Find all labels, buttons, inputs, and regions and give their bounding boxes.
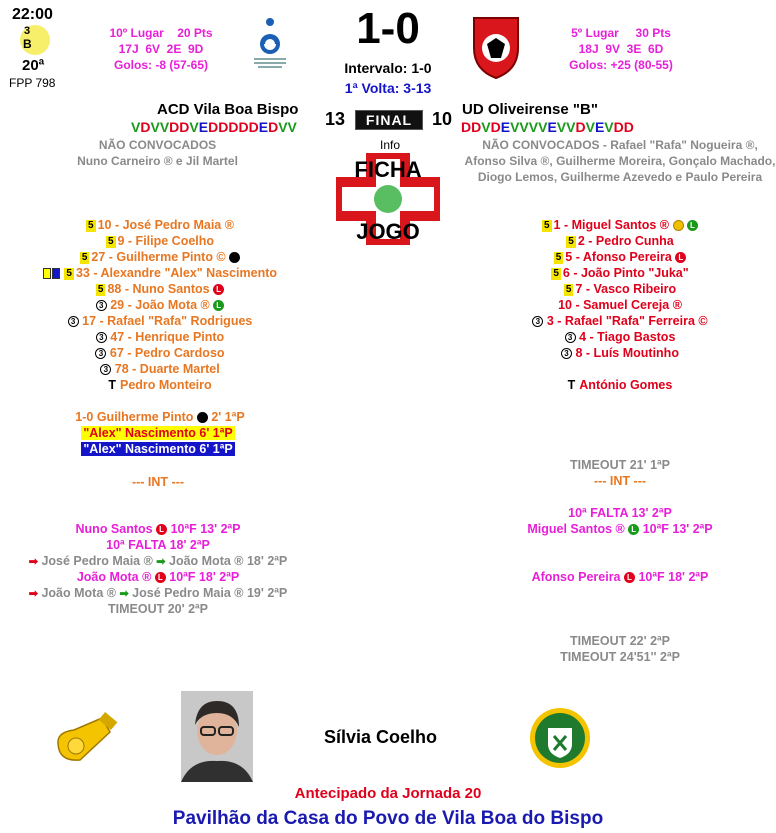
home-event-sub-1: ➡ José Pedro Maia ® ➡ João Mota ® 18' 2ªP (28, 554, 288, 568)
foul-icon: L (675, 252, 686, 263)
rank-text: 20ª (22, 57, 45, 74)
form-result: D (208, 119, 219, 135)
ball-icon (229, 252, 240, 263)
green-card-icon: L (213, 300, 224, 311)
foul-icon: L (213, 284, 224, 295)
player-row[interactable] (0, 297, 320, 313)
form-result: V (189, 119, 199, 135)
substitute-badge: 3 (96, 332, 107, 343)
player-row[interactable] (0, 361, 320, 377)
starter-badge: 5 (568, 235, 574, 247)
starter-badge: 5 (66, 267, 72, 279)
form-result: E (198, 119, 209, 135)
home-points: 13 (325, 109, 346, 129)
home-stats: 10º Lugar 20 Pts 17J 6V 2E 9D Golos: -8 (57-65) (109, 26, 213, 72)
player-row[interactable] (455, 233, 776, 249)
starter-badge: 5 (553, 267, 559, 279)
green-card-icon: L (687, 220, 698, 231)
player-row[interactable] (0, 217, 320, 233)
substitute-badge: 3 (532, 316, 543, 327)
away-event-foul: 10ª FALTA 13' 2ªP (568, 506, 672, 520)
player-row[interactable] (455, 345, 776, 361)
blue-card-icon (52, 268, 60, 279)
player-name: 78 - Duarte Martel (114, 362, 220, 376)
away-form (461, 119, 634, 135)
player-row[interactable] (455, 377, 776, 393)
player-name: 67 - Pedro Cardoso (109, 346, 225, 360)
player-name: 2 - Pedro Cunha (577, 234, 674, 248)
substitute-badge: 3 (96, 300, 107, 311)
away-int-marker: --- INT --- (593, 474, 647, 488)
player-name: 8 - Luís Moutinho (575, 346, 679, 360)
referee-photo[interactable] (181, 691, 253, 782)
form-result: E (594, 119, 605, 135)
player-row[interactable] (0, 329, 320, 345)
home-event-foul: 10ª FALTA 18' 2ªP (106, 538, 210, 552)
starter-badge: 5 (81, 251, 88, 263)
svg-text:FICHA: FICHA (354, 157, 422, 182)
player-row[interactable] (455, 265, 776, 281)
away-timeout-3: TIMEOUT 24'51'' 2ªP (560, 650, 680, 664)
form-result: E (547, 119, 557, 135)
yellow-circle-icon (673, 220, 684, 231)
player-name: 7 - Vasco Ribeiro (575, 282, 677, 296)
player-name: 33 - Alexandre "Alex" Nascimento (75, 266, 278, 280)
player-row[interactable] (455, 281, 776, 297)
form-result: V (556, 119, 567, 135)
home-team-name[interactable]: ACD Vila Boa Bispo (157, 101, 299, 118)
yellow-card-icon (43, 268, 51, 279)
form-result: V (131, 119, 141, 135)
green-card-icon: L (628, 524, 639, 535)
form-result: D (471, 119, 482, 135)
player-row[interactable] (0, 249, 320, 265)
info-link[interactable]: Info (379, 138, 400, 152)
player-row[interactable] (0, 345, 320, 361)
player-row[interactable] (455, 329, 776, 345)
ficha-jogo-logo[interactable] (336, 153, 440, 245)
form-result: D (228, 119, 239, 135)
anticipated-note: Antecipado da Jornada 20 (294, 785, 482, 802)
home-blue-card-event: "Alex" Nascimento 6' 1ªP (83, 442, 233, 456)
home-event-mota: João Mota ® L 10ªF 18' 2ªP (76, 570, 240, 584)
player-row[interactable] (455, 297, 776, 313)
form-result: D (218, 119, 229, 135)
sub-in-icon: ➡ (119, 588, 129, 600)
form-result: V (287, 119, 297, 135)
substitute-badge: 3 (561, 348, 572, 359)
starter-badge: 5 (543, 219, 550, 231)
player-name: Pedro Monteiro (119, 378, 212, 392)
sub-out-icon: ➡ (28, 588, 38, 600)
svg-text:JOGO: JOGO (356, 219, 420, 244)
form-result: E (500, 119, 511, 135)
form-result: E (258, 119, 269, 135)
form-result: D (613, 119, 624, 135)
form-result: D (461, 119, 472, 135)
foul-icon: L (155, 572, 166, 583)
form-result: D (140, 119, 151, 135)
starter-badge: 5 (88, 219, 94, 231)
player-name: 17 - Rafael "Rafa" Rodrigues (82, 314, 253, 328)
player-name: 1 - Miguel Santos ® (553, 218, 670, 232)
home-not-called: NÃO CONVOCADOS Nuno Carneiro ® e Jil Martel (77, 138, 238, 168)
first-leg-score: 1ª Volta: 3-13 (344, 80, 432, 96)
player-name: 3 - Rafael "Rafa" Ferreira © (546, 314, 708, 328)
away-points: 10 (432, 109, 453, 129)
player-name: 6 - João Pinto "Juka" (562, 266, 689, 280)
player-name: 10 - Samuel Cereja ® (558, 298, 682, 312)
form-result: V (150, 119, 160, 135)
starter-badge: 5 (107, 235, 114, 247)
whistle-icon (52, 712, 124, 764)
away-team-crest[interactable] (470, 14, 522, 80)
form-result: D (169, 119, 180, 135)
player-name: 9 - Filipe Coelho (117, 234, 215, 248)
away-timeout-2: TIMEOUT 22' 2ªP (570, 634, 670, 648)
coach-badge: T (108, 378, 116, 392)
away-team-name[interactable]: UD Oliveirense "B" (462, 101, 598, 118)
player-row[interactable] (455, 217, 776, 233)
form-result: V (481, 119, 491, 135)
substitute-badge: 3 (95, 348, 106, 359)
away-event-pereira: Afonso Pereira L 10ªF 18' 2ªP (531, 570, 709, 584)
form-result: D (248, 119, 259, 135)
coach-badge: T (567, 378, 576, 392)
home-goal-event: 1-0 Guilherme Pinto 2' 1ªP (75, 410, 245, 424)
venue: Pavilhão da Casa do Povo de Vila Boa do Bispo (172, 808, 604, 829)
score: 1-0 (356, 4, 420, 53)
away-not-called: NÃO CONVOCADOS - Rafael "Rafa" Nogueira ®, Afonso Silva ®, Guilherme Moreira, Gonçalo Machado, Diogo Lemos, Guilherme Azevedo e Paulo Pereira (464, 138, 776, 184)
player-row[interactable] (455, 313, 776, 329)
home-event-sub-2: ➡ João Mota ® ➡ José Pedro Maia ® 19' 2ªP (28, 586, 288, 600)
home-timeout: TIMEOUT 20' 2ªP (108, 602, 208, 616)
player-row[interactable] (0, 265, 320, 281)
form-result: V (278, 119, 288, 135)
competition-logo: 3 B (20, 25, 50, 55)
home-yellow-card-event: "Alex" Nascimento 6' 1ªP (83, 426, 233, 440)
away-timeout-1: TIMEOUT 21' 1ªP (570, 458, 670, 472)
player-row[interactable] (0, 281, 320, 297)
form-result: D (268, 119, 279, 135)
home-int-marker: --- INT --- (131, 475, 185, 489)
player-name: 29 - João Mota ® (110, 298, 210, 312)
home-event-nuno: Nuno Santos L 10ªF 13' 2ªP (75, 522, 241, 536)
player-name: 27 - Guilherme Pinto © (91, 250, 226, 264)
foul-icon: L (156, 524, 167, 535)
substitute-badge: 3 (68, 316, 79, 327)
sub-in-icon: ➡ (156, 556, 166, 568)
fpp-text: FPP 798 (9, 76, 56, 90)
halftime-score: Intervalo: 1-0 (344, 60, 432, 76)
starter-badge: 5 (565, 283, 572, 295)
referee-name: Sílvia Coelho (324, 727, 438, 747)
player-name: 47 - Henrique Pinto (110, 330, 225, 344)
form-result: V (159, 119, 170, 135)
form-result: V (519, 119, 529, 135)
home-team-crest[interactable] (250, 14, 290, 76)
substitute-badge: 3 (100, 364, 111, 375)
ball-icon (197, 412, 208, 423)
form-result: V (566, 119, 576, 135)
player-name: 10 - José Pedro Maia ® (97, 218, 234, 232)
sub-out-icon: ➡ (28, 556, 38, 568)
form-result: D (179, 119, 190, 135)
form-result: V (604, 119, 614, 135)
away-event-santos: Miguel Santos ® L 10ªF 13' 2ªP (527, 522, 713, 536)
starter-badge: 5 (97, 283, 104, 295)
player-row[interactable] (0, 233, 320, 249)
form-result: V (585, 119, 595, 135)
form-result: V (528, 119, 539, 135)
form-result: V (538, 119, 548, 135)
foul-icon: L (624, 572, 635, 583)
player-row[interactable] (455, 249, 776, 265)
match-time: 22:00 (12, 6, 53, 23)
player-name: 4 - Tiago Bastos (579, 330, 676, 344)
player-row[interactable] (0, 377, 320, 393)
player-name: 88 - Nuno Santos (107, 282, 210, 296)
form-result: D (490, 119, 501, 135)
player-row[interactable] (0, 313, 320, 329)
association-logo (528, 706, 592, 770)
form-result: D (575, 119, 586, 135)
away-stats: 5º Lugar 30 Pts 18J 9V 3E 6D Golos: +25 (80-55) (569, 26, 673, 72)
final-badge: FINAL (355, 110, 423, 130)
player-name: António Gomes (579, 378, 673, 392)
form-result: V (510, 119, 520, 135)
substitute-badge: 3 (565, 332, 576, 343)
form-result: D (623, 119, 634, 135)
home-form (131, 119, 297, 135)
starter-badge: 5 (555, 251, 562, 263)
form-result: D (238, 119, 249, 135)
player-name: 5 - Afonso Pereira (565, 250, 672, 264)
